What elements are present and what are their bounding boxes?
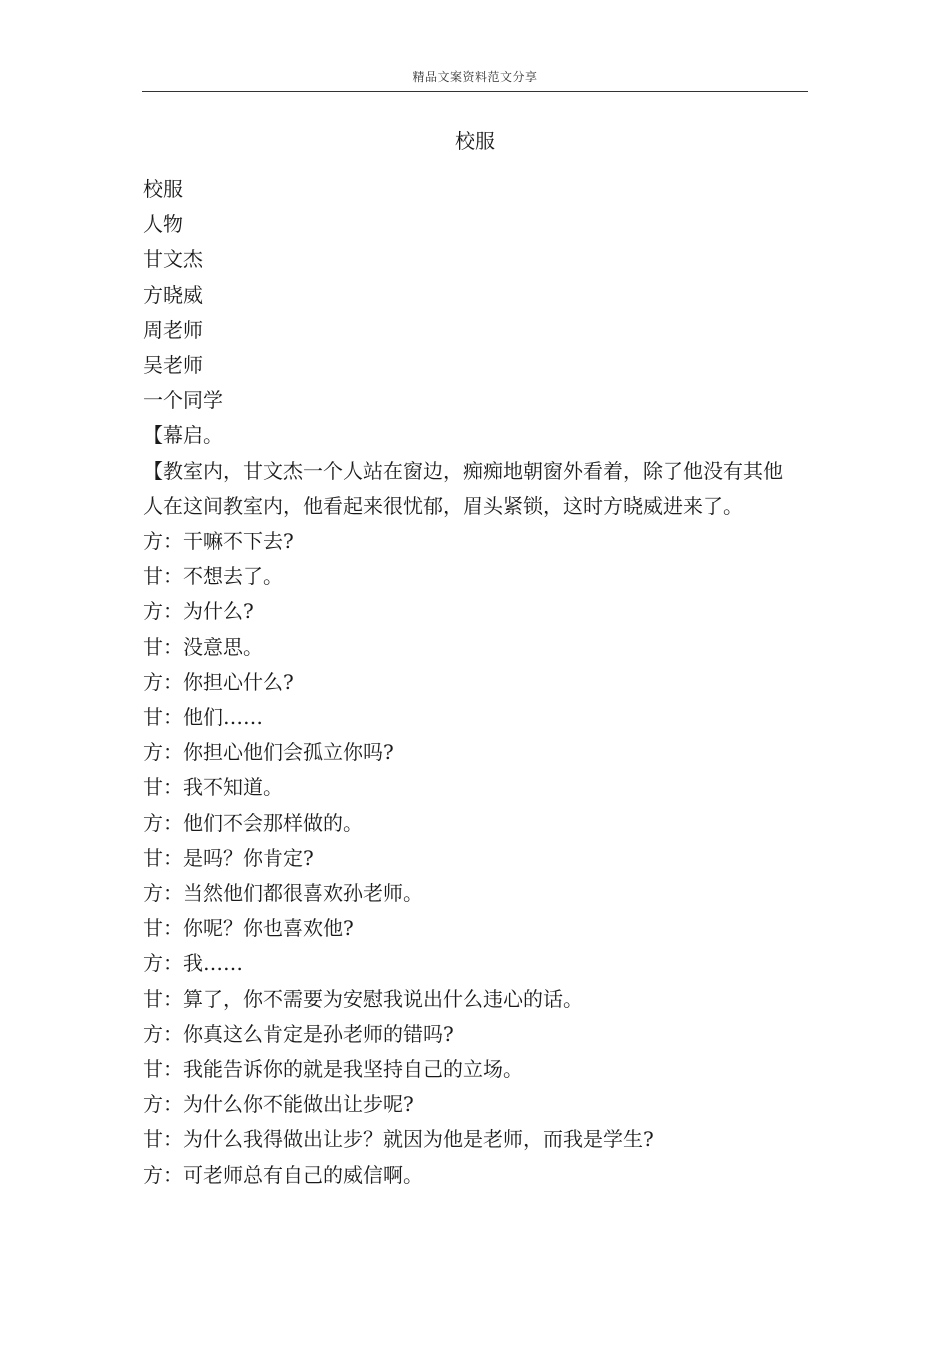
character-name: 吴老师 [143, 353, 203, 378]
dialogue-line: 甘：为什么我得做出让步？就因为他是老师，而我是学生? [143, 1127, 654, 1152]
dialogue-line: 甘：我不知道。 [143, 775, 283, 800]
dialogue-line: 方：当然他们都很喜欢孙老师。 [143, 881, 423, 906]
character-name: 一个同学 [143, 388, 223, 413]
dialogue-line: 甘：是吗？你肯定? [143, 845, 314, 870]
document-title: 校服 [455, 129, 495, 153]
text-line: 人物 [143, 212, 183, 237]
character-name: 周老师 [143, 317, 203, 342]
dialogue-line: 方：你真这么肯定是孙老师的错吗? [143, 1021, 454, 1046]
dialogue-line: 甘：我能告诉你的就是我坚持自己的立场。 [143, 1057, 523, 1082]
dialogue-line: 方：可老师总有自己的威信啊。 [143, 1162, 423, 1187]
dialogue-line: 甘：你呢？你也喜欢他? [143, 916, 354, 941]
page-header [142, 64, 808, 92]
dialogue-line: 方：干嘛不下去? [143, 529, 294, 554]
character-name: 甘文杰 [143, 247, 203, 272]
character-name: 方晓威 [143, 282, 203, 307]
dialogue-line: 甘：算了，你不需要为安慰我说出什么违心的话。 [143, 986, 583, 1011]
document-body [143, 172, 783, 1193]
dialogue-line: 方：你担心他们会孤立你吗? [143, 740, 394, 765]
dialogue-line: 方：为什么你不能做出让步呢? [143, 1092, 414, 1117]
stage-direction: 【教室内，甘文杰一个人站在窗边，痴痴地朝窗外看着，除了他没有其他人在这间教室内，他看起来很忧郁，眉头紧锁，这时方晓威进来了。 [143, 458, 783, 518]
text-line: 校服 [143, 177, 183, 201]
dialogue-line: 甘：没意思。 [143, 634, 263, 659]
dialogue-line: 方：我…… [143, 951, 243, 976]
header-text: 精品文案资料范文分享 [412, 70, 538, 84]
dialogue-line: 甘：不想去了。 [143, 564, 283, 589]
dialogue-line: 方：你担心什么? [143, 669, 294, 694]
dialogue-line: 甘：他们…… [143, 705, 263, 730]
stage-direction-open: 【幕启。 [143, 423, 223, 448]
dialogue-line: 方：为什么? [143, 599, 254, 624]
dialogue-line: 方：他们不会那样做的。 [143, 810, 363, 835]
